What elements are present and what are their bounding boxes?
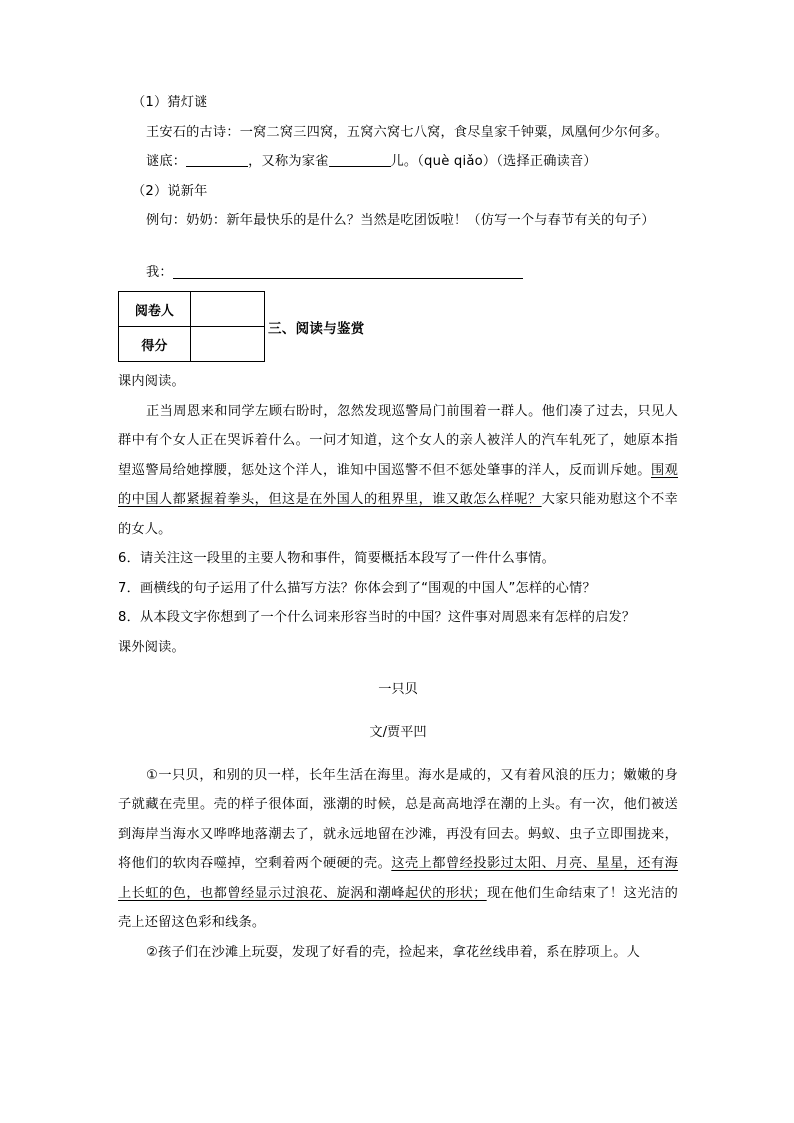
riddle-blank-2[interactable] [329,166,391,167]
table-row [119,327,265,362]
item1-label: （1）猜灯谜 [132,95,208,110]
passage2-underlined-sentence: 这壳上都曾经投影过太阳、月亮、星星，还有海上长虹的色，也都曾经显示过浪花、旋涡和潮峰起伏的形状； [118,856,679,901]
riddle-blank-1[interactable] [186,166,248,167]
score-table-value-grader[interactable] [190,292,264,327]
riddle-prefix: 谜底： [146,154,187,169]
passage-one-shell-para2: ②孩子们在沙滩上玩耍，发现了好看的壳，捡起来，拿花丝线串着，系在脖项上。人 [146,944,640,960]
answer-blank[interactable] [173,278,523,279]
passage1-part1: 正当周恩来和同学左顾右盼时，忽然发现巡警局门前围着一群人。他们凑了过去，只见人群中有个女人正在哭诉着什么。一问才知道，这个女人的亲人被洋人的汽车轧死了，她原本指望巡警局给她撑腰，惩处这个洋人，谁知中国巡警不但不惩处肇事的洋人，反而训斥她。 [118,403,678,478]
passage-one-shell-para1 [118,761,678,938]
table-row [119,292,265,327]
question-7: 7．画横线的句子运用了什么描写方法？你体会到了“围观的中国人”怎样的心情？ [118,580,596,596]
section-three-header [118,291,678,365]
subheading-out-class-reading: 课外阅读。 [118,639,185,655]
score-table-value-score[interactable] [190,327,264,362]
passage1-underlined-sentence: 围观的中国人都紧握着拳头，但这是在外国人的租界里，谁又敢怎么样呢？ [118,462,679,507]
document-content [118,88,678,967]
passage1-part2: 大家只能劝慰这个不幸的女人。 [118,492,678,537]
item2-label: （2）说新年 [132,183,208,199]
score-table-label-score: 得分 [119,327,191,362]
question-8: 8．从本段文字你想到了一个什么词来形容当时的中国？这件事对周恩来有怎样的启发？ [118,610,636,625]
passage2-part1: ①一只贝，和别的贝一样，长年生活在海里。海水是咸的，又有着风浪的压力；嫩嫩的身子就藏在壳里。壳的样子很体面，涨潮的时候，总是高高地浮在潮的上头。有一次，他们被送到海岸当海水又哗哗地落潮去了，就永远地留在沙滩，再没有回去。蚂蚁、虫子立即围拢来，将他们的软肉吞噬掉，空剩着两个硬硬的壳。 [118,767,678,872]
riddle-answer-line [118,147,678,177]
item2-body: 例句：奶奶：新年最快乐的是什么？当然是吃团饭啦！（仿写一个与春节有关的句子） [146,213,655,228]
score-table [118,291,265,362]
riddle-suffix: 儿。（què qiǎo）（选择正确读音） [390,154,597,169]
passage2-part2: 现在他们生命结束了！这光洁的壳上还留这色彩和线条。 [118,885,678,931]
answer-prefix: 我： [146,264,173,280]
reading-title: 一只贝 [378,682,418,698]
reading-author: 文/贾平凹 [369,724,427,740]
spacer-before-answer [118,236,678,258]
riddle-mid: ，又称为家雀 [248,154,329,169]
subheading-in-class-reading: 课内阅读。 [118,374,185,389]
score-table-label-grader: 阅卷人 [119,292,191,327]
passage-zhou-enlai [118,397,678,545]
answer-line-row [118,258,678,288]
question-6: 6．请关注这一段里的主要人物和事件，简要概括本段写了一件什么事情。 [118,551,555,566]
section-three-title: 三、阅读与鉴赏 [268,321,365,337]
item1-body: 王安石的古诗：一窝二窝三四窝，五窝六窝七八窝，食尽皇家千钟粟，凤凰何少尔何多。 [146,124,669,140]
